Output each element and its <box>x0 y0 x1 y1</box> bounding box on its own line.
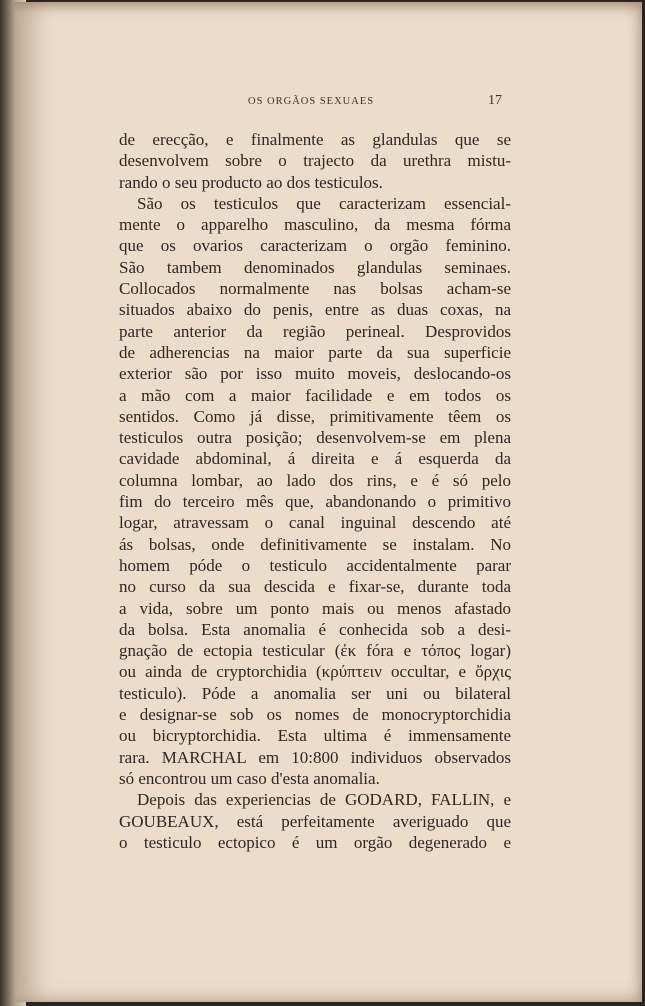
text-line: cavidade abdominal, á direita e á esquerda da <box>119 449 511 469</box>
text-line: gnação de ectopia testicular (ἐκ fóra e τόπος logar) <box>119 641 511 661</box>
text-line: parte anterior da região perineal. Desprovidos <box>119 321 511 341</box>
text-line: e designar-se sob os nomes de monocryptorchidia <box>119 705 511 725</box>
text-line: o testiculo ectopico é um orgão degenerado e <box>119 832 511 852</box>
paragraph <box>119 193 511 789</box>
running-head: OS ORGÃOS SEXUAES <box>248 96 375 107</box>
text-line: de adherencias na maior parte da sua superficie <box>119 342 511 362</box>
text-line: GOUBEAUX, está perfeitamente averiguado que <box>119 811 511 831</box>
paragraph <box>119 789 511 853</box>
page-header <box>106 93 502 114</box>
text-line: desenvolvem sobre o trajecto da urethra mistu- <box>119 151 511 171</box>
paragraph <box>119 129 511 193</box>
text-line: columna lombar, ao lado dos rins, e é só pelo <box>119 470 511 490</box>
text-line: logar, atravessam o canal inguinal descendo até <box>119 513 511 533</box>
text-line: Collocados normalmente nas bolsas acham-se <box>119 279 511 299</box>
text-line: no curso da sua descida e fixar-se, durante toda <box>119 577 511 597</box>
text-line: São os testiculos que caracterizam essencial- <box>137 193 511 213</box>
text-line: São tambem denominados glandulas seminaes. <box>119 257 511 277</box>
page-number: 17 <box>488 93 502 108</box>
text-line: rando o seu producto ao dos testiculos. <box>119 172 383 192</box>
text-line: da bolsa. Esta anomalia é conhecida sob a desi- <box>119 619 511 639</box>
text-line: fim do terceiro mês que, abandonando o primitivo <box>119 492 511 512</box>
text-line: rara. MARCHAL em 10:800 individuos observados <box>119 747 511 767</box>
text-line: só encontrou um caso d'esta anomalia. <box>119 768 380 788</box>
text-line: testiculos outra posição; desenvolvem-se em plena <box>119 428 511 448</box>
text-line: exterior são por isso muito moveis, deslocando-os <box>119 364 511 384</box>
text-line: ás bolsas, onde definitivamente se instalam. No <box>119 534 511 554</box>
text-line: ou ainda de cryptorchidia (κρύπτειν occultar, e ὄρχις <box>119 662 511 682</box>
text-line: testiculo). Póde a anomalia ser uni ou bilateral <box>119 683 511 703</box>
body-text <box>119 129 511 853</box>
text-line: a vida, sobre um ponto mais ou menos afastado <box>119 598 511 618</box>
text-line: a mão com a maior facilidade e em todos os <box>119 385 511 405</box>
text-line: de erecção, e finalmente as glandulas que se <box>119 130 511 149</box>
text-line: Depois das experiencias de GODARD, FALLIN, e <box>137 790 511 810</box>
text-line: que os ovarios caracterizam o orgão feminino. <box>119 236 511 256</box>
text-line: sentidos. Como já disse, primitivamente têem os <box>119 406 511 426</box>
text-line: mente o apparelho masculino, da mesma fórma <box>119 215 511 235</box>
text-line: situados abaixo do penis, entre as duas coxas, na <box>119 300 511 320</box>
text-line: homem póde o testiculo accidentalmente parar <box>119 555 511 575</box>
text-line: ou bicryptorchidia. Esta ultima é immensamente <box>119 726 511 746</box>
